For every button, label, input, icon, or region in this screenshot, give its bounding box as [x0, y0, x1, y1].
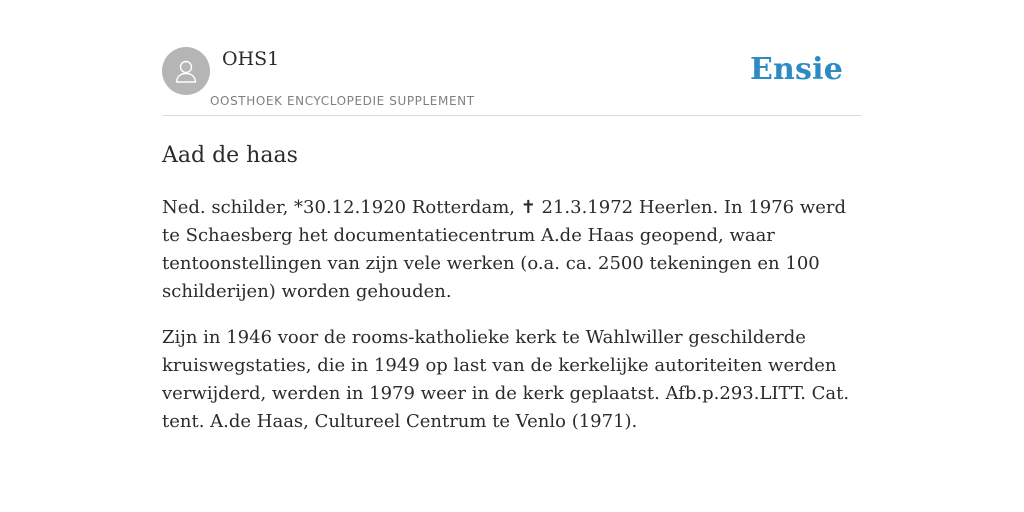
article-paragraph-2: Zijn in 1946 voor de rooms-katholieke kerk te Wahlwiller geschilderde kruiswegstaties, die in 1949 op last van de kerkelijke autoriteiten werden verwijderd, werden in 1979 weer in de kerk geplaatst. Afb.p.293.LITT. Cat. tent. A.de Haas, Cultureel Centrum te Venlo (1971). [162, 327, 850, 432]
article-title: Aad de haas [162, 143, 298, 168]
article-header [162, 42, 862, 116]
source-label: OOSTHOEK ENCYCLOPEDIE SUPPLEMENT [210, 94, 475, 108]
article-paragraph-1: Ned. schilder, *30.12.1920 Rotterdam, ✝ 21.3.1972 Heerlen. In 1976 werd te Schaesberg het documentatiecentrum A.de Haas geopend, waar tentoonstellingen van zijn vele werken (o.a. ca. 2500 tekeningen en 100 schilderijen) worden gehouden. [162, 197, 847, 302]
article-card [162, 42, 862, 436]
user-icon [172, 57, 200, 85]
avatar[interactable] [162, 47, 210, 95]
brand-logo[interactable]: Ensie [749, 52, 843, 87]
author-name[interactable]: OHS1 [222, 48, 280, 70]
